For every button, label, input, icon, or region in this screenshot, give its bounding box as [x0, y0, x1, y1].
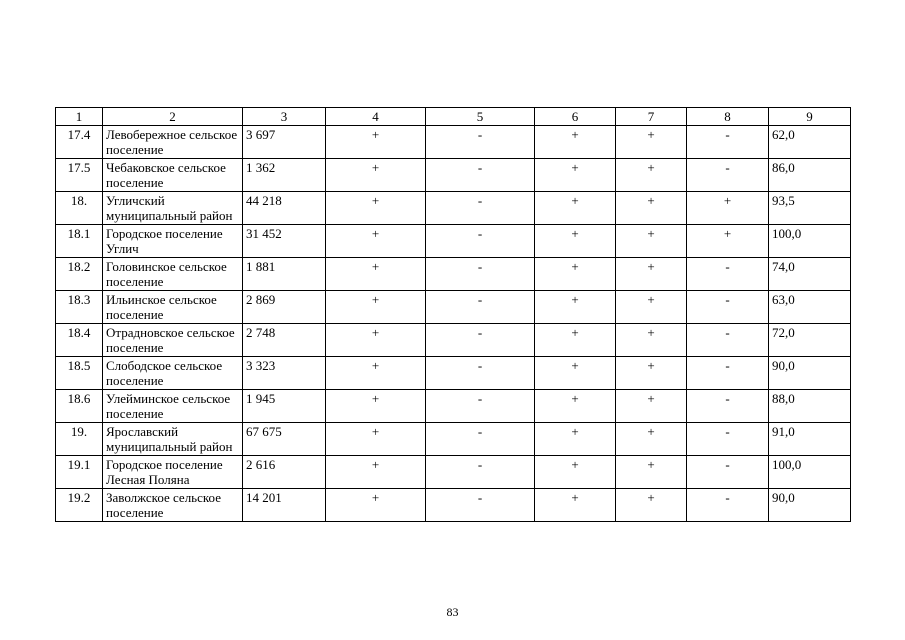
- table-row: [56, 456, 851, 489]
- col8-cell: -: [687, 423, 769, 456]
- name-cell: Улейминское сельское поселение: [103, 390, 243, 423]
- population-cell: 1 362: [243, 159, 326, 192]
- table-row: [56, 390, 851, 423]
- col8-cell: +: [687, 225, 769, 258]
- col7-cell: +: [616, 357, 687, 390]
- header-cell: 9: [769, 108, 851, 126]
- table-row: [56, 324, 851, 357]
- col7-cell: +: [616, 324, 687, 357]
- population-cell: 44 218: [243, 192, 326, 225]
- col8-cell: -: [687, 258, 769, 291]
- col8-cell: -: [687, 489, 769, 522]
- col4-cell: +: [326, 324, 426, 357]
- col8-cell: -: [687, 159, 769, 192]
- col6-cell: +: [535, 159, 616, 192]
- page-number: 83: [446, 605, 459, 619]
- col6-cell: +: [535, 324, 616, 357]
- value-cell: 90,0: [769, 357, 851, 390]
- col7-cell: +: [616, 291, 687, 324]
- col5-cell: -: [426, 456, 535, 489]
- name-cell: Чебаковское сельское поселение: [103, 159, 243, 192]
- name-cell: Левобережное сельское поселение: [103, 126, 243, 159]
- name-cell: Головинское сельское поселение: [103, 258, 243, 291]
- col4-cell: +: [326, 126, 426, 159]
- col4-cell: +: [326, 225, 426, 258]
- value-cell: 90,0: [769, 489, 851, 522]
- col6-cell: +: [535, 456, 616, 489]
- row-number-cell: 18.3: [56, 291, 103, 324]
- col6-cell: +: [535, 357, 616, 390]
- value-cell: 88,0: [769, 390, 851, 423]
- population-cell: 14 201: [243, 489, 326, 522]
- table-row: [56, 291, 851, 324]
- value-cell: 91,0: [769, 423, 851, 456]
- col8-cell: -: [687, 357, 769, 390]
- header-cell: 6: [535, 108, 616, 126]
- name-cell: Городское поселение Углич: [103, 225, 243, 258]
- col8-cell: -: [687, 390, 769, 423]
- col7-cell: +: [616, 225, 687, 258]
- col6-cell: +: [535, 126, 616, 159]
- population-cell: 1 945: [243, 390, 326, 423]
- row-number-cell: 18.5: [56, 357, 103, 390]
- population-cell: 67 675: [243, 423, 326, 456]
- header-cell: 5: [426, 108, 535, 126]
- population-cell: 1 881: [243, 258, 326, 291]
- col5-cell: -: [426, 489, 535, 522]
- col7-cell: +: [616, 423, 687, 456]
- col4-cell: +: [326, 357, 426, 390]
- col5-cell: -: [426, 192, 535, 225]
- header-cell: 3: [243, 108, 326, 126]
- value-cell: 63,0: [769, 291, 851, 324]
- value-cell: 62,0: [769, 126, 851, 159]
- col7-cell: +: [616, 126, 687, 159]
- col8-cell: +: [687, 192, 769, 225]
- population-cell: 3 323: [243, 357, 326, 390]
- col7-cell: +: [616, 456, 687, 489]
- row-number-cell: 19.1: [56, 456, 103, 489]
- col6-cell: +: [535, 489, 616, 522]
- col8-cell: -: [687, 126, 769, 159]
- table-row: [56, 225, 851, 258]
- col4-cell: +: [326, 489, 426, 522]
- col8-cell: -: [687, 324, 769, 357]
- col5-cell: -: [426, 225, 535, 258]
- col5-cell: -: [426, 159, 535, 192]
- col7-cell: +: [616, 258, 687, 291]
- population-cell: 2 869: [243, 291, 326, 324]
- row-number-cell: 19.: [56, 423, 103, 456]
- header-cell: 7: [616, 108, 687, 126]
- row-number-cell: 18.6: [56, 390, 103, 423]
- col4-cell: +: [326, 423, 426, 456]
- table-body: [56, 126, 851, 522]
- table-row: [56, 159, 851, 192]
- col7-cell: +: [616, 390, 687, 423]
- name-cell: Отрадновское сельское поселение: [103, 324, 243, 357]
- value-cell: 100,0: [769, 456, 851, 489]
- row-number-cell: 18.: [56, 192, 103, 225]
- row-number-cell: 18.2: [56, 258, 103, 291]
- name-cell: Слободское сельское поселение: [103, 357, 243, 390]
- row-number-cell: 18.1: [56, 225, 103, 258]
- header-cell: 8: [687, 108, 769, 126]
- header-cell: 1: [56, 108, 103, 126]
- population-cell: 31 452: [243, 225, 326, 258]
- header-row: [56, 108, 851, 126]
- col4-cell: +: [326, 192, 426, 225]
- col7-cell: +: [616, 159, 687, 192]
- data-table: [55, 107, 851, 522]
- value-cell: 72,0: [769, 324, 851, 357]
- table-row: [56, 357, 851, 390]
- col7-cell: +: [616, 192, 687, 225]
- col6-cell: +: [535, 192, 616, 225]
- col4-cell: +: [326, 159, 426, 192]
- table-row: [56, 258, 851, 291]
- population-cell: 2 748: [243, 324, 326, 357]
- col4-cell: +: [326, 390, 426, 423]
- col4-cell: +: [326, 456, 426, 489]
- table-row: [56, 489, 851, 522]
- col5-cell: -: [426, 258, 535, 291]
- col6-cell: +: [535, 390, 616, 423]
- col8-cell: -: [687, 291, 769, 324]
- col5-cell: -: [426, 324, 535, 357]
- row-number-cell: 19.2: [56, 489, 103, 522]
- name-cell: Городское поселение Лесная Поляна: [103, 456, 243, 489]
- row-number-cell: 17.5: [56, 159, 103, 192]
- row-number-cell: 17.4: [56, 126, 103, 159]
- value-cell: 93,5: [769, 192, 851, 225]
- col6-cell: +: [535, 225, 616, 258]
- value-cell: 100,0: [769, 225, 851, 258]
- col4-cell: +: [326, 291, 426, 324]
- col6-cell: +: [535, 258, 616, 291]
- col6-cell: +: [535, 423, 616, 456]
- col6-cell: +: [535, 291, 616, 324]
- col8-cell: -: [687, 456, 769, 489]
- header-cell: 2: [103, 108, 243, 126]
- col4-cell: +: [326, 258, 426, 291]
- value-cell: 86,0: [769, 159, 851, 192]
- population-cell: 2 616: [243, 456, 326, 489]
- row-number-cell: 18.4: [56, 324, 103, 357]
- value-cell: 74,0: [769, 258, 851, 291]
- header-cell: 4: [326, 108, 426, 126]
- col5-cell: -: [426, 291, 535, 324]
- col5-cell: -: [426, 390, 535, 423]
- col5-cell: -: [426, 126, 535, 159]
- name-cell: Угличский муниципальный район: [103, 192, 243, 225]
- name-cell: Ярославский муниципальный район: [103, 423, 243, 456]
- col5-cell: -: [426, 357, 535, 390]
- table-row: [56, 423, 851, 456]
- col7-cell: +: [616, 489, 687, 522]
- table-row: [56, 192, 851, 225]
- col5-cell: -: [426, 423, 535, 456]
- name-cell: Заволжское сельское поселение: [103, 489, 243, 522]
- name-cell: Ильинское сельское поселение: [103, 291, 243, 324]
- population-cell: 3 697: [243, 126, 326, 159]
- table-row: [56, 126, 851, 159]
